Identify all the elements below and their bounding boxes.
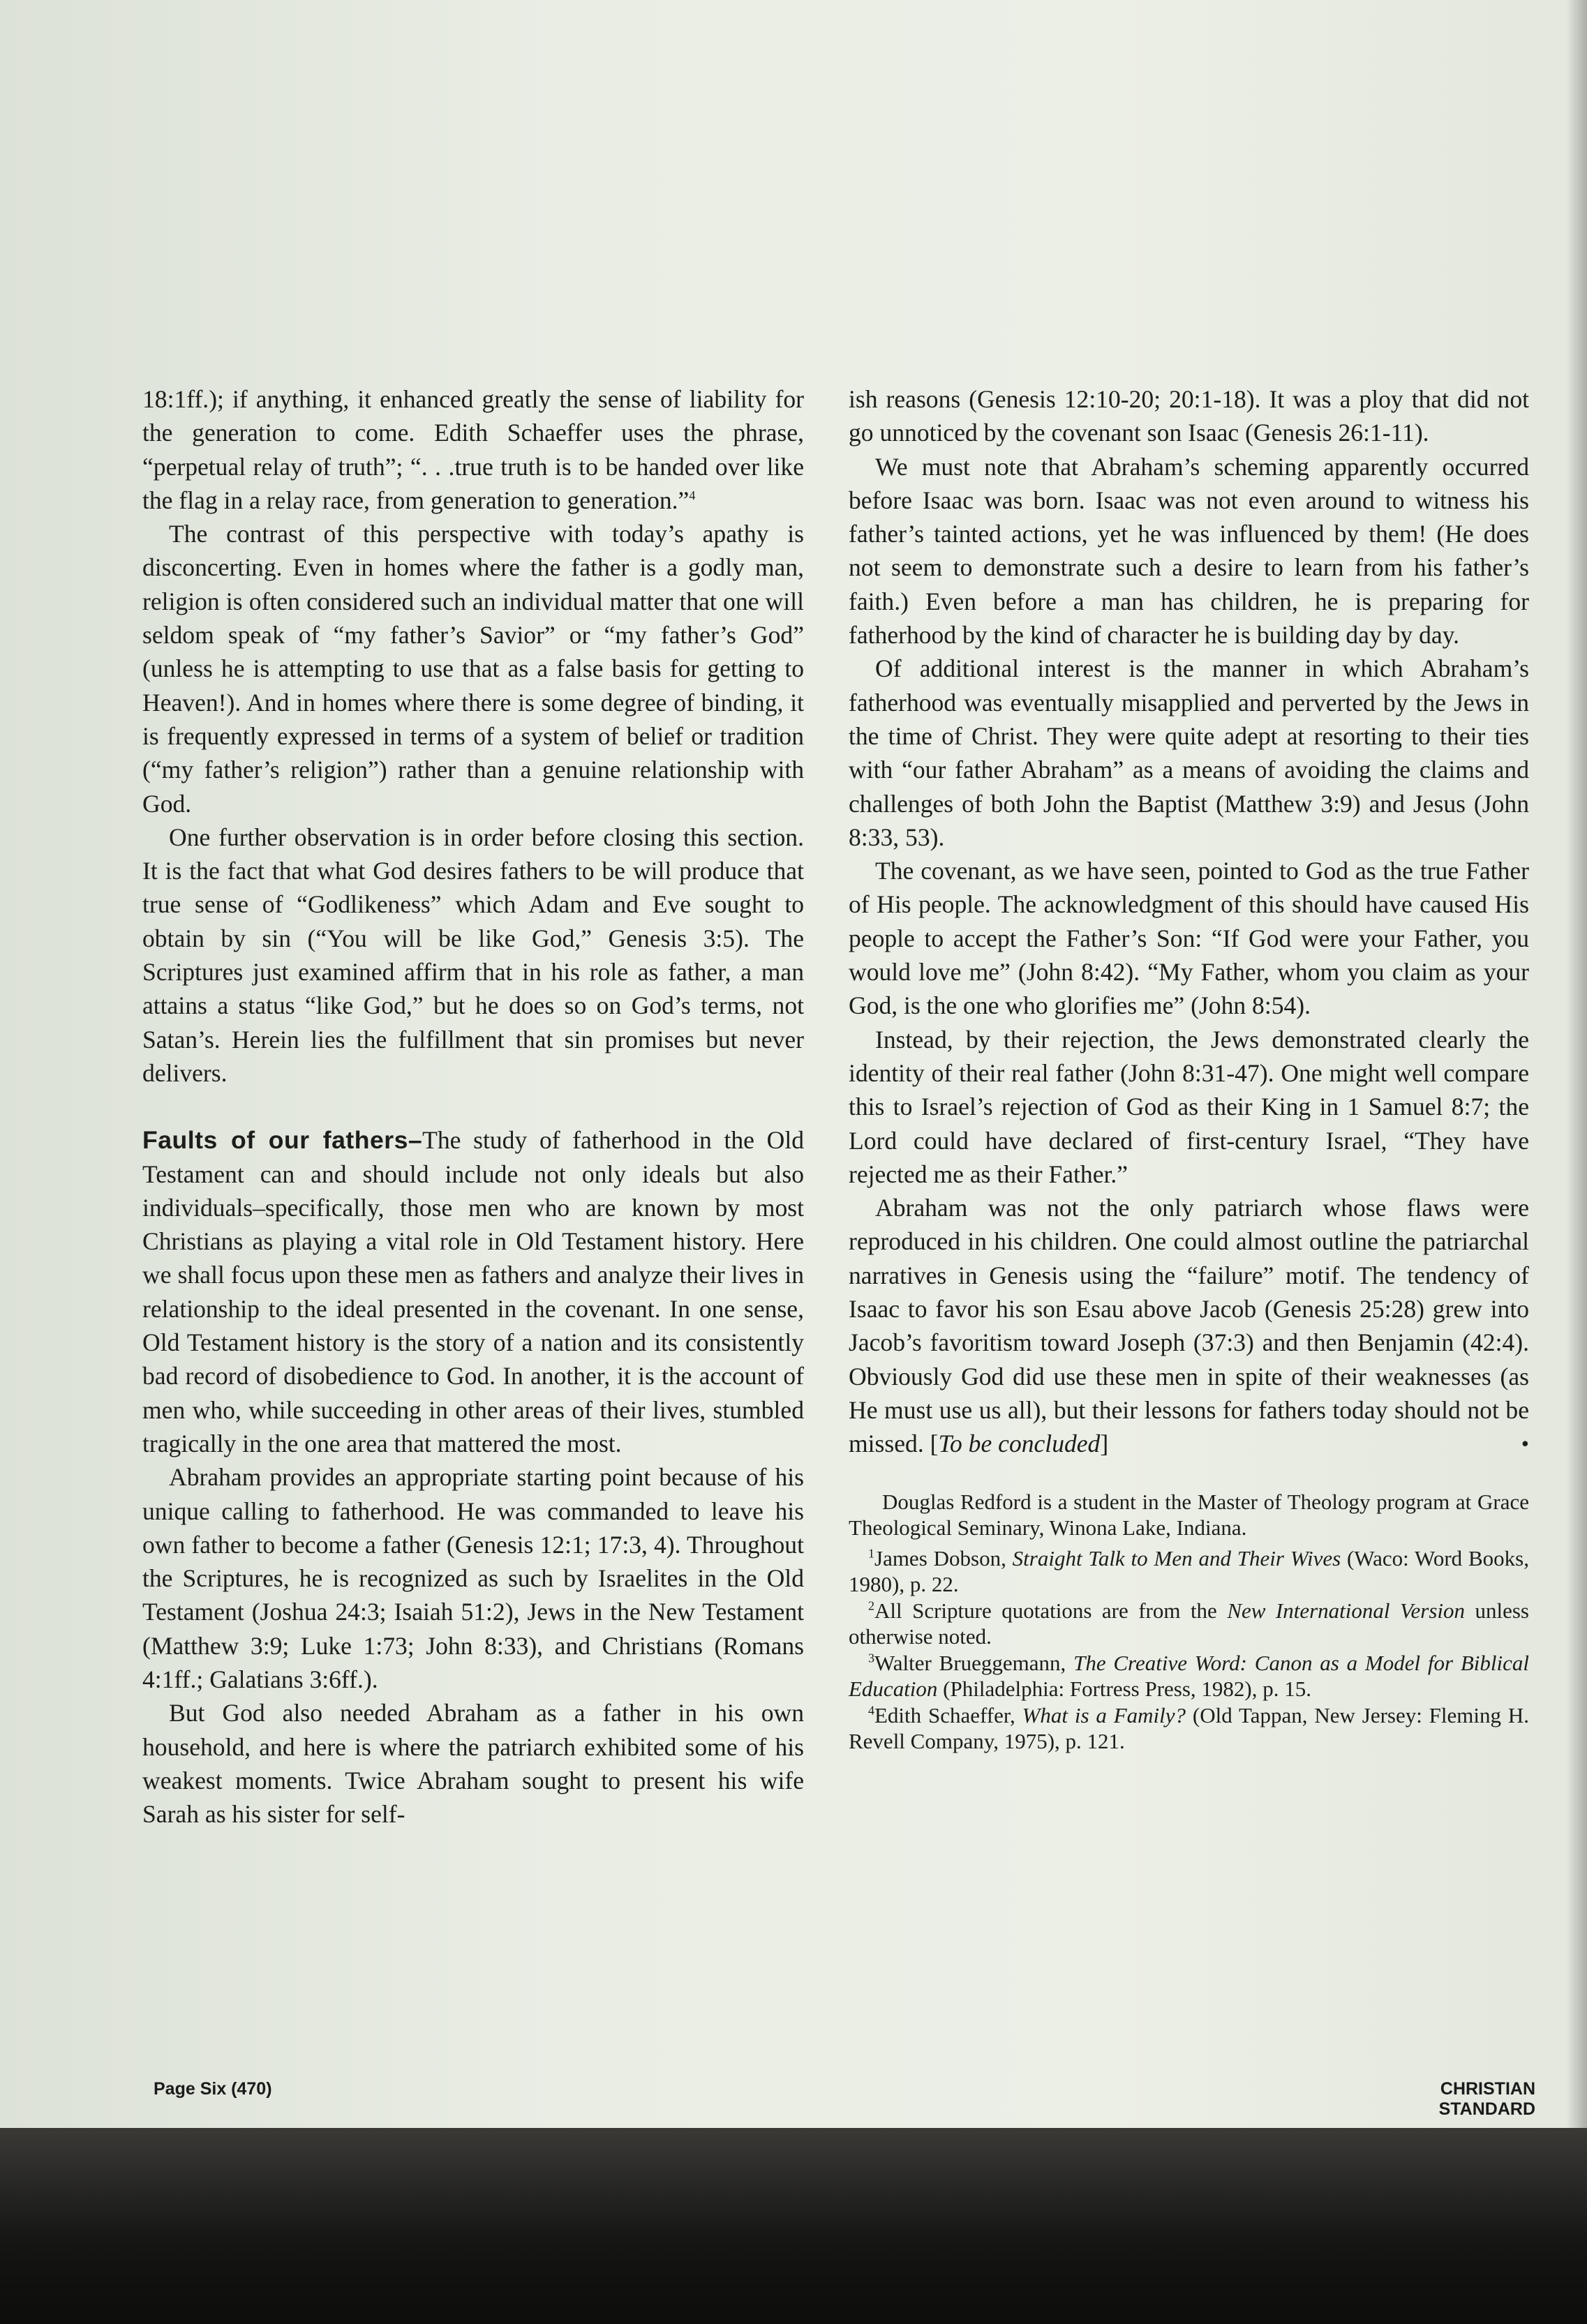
footnote-number: 1 [868, 1546, 874, 1561]
footnote-number: 4 [868, 1703, 874, 1718]
footnote [849, 1598, 1529, 1650]
footnote-marker: 4 [689, 488, 696, 503]
section-heading: Faults of our fathers– [142, 1126, 423, 1155]
footnote-text: Edith Schaeffer, [874, 1702, 1022, 1727]
page-number: Page Six (470) [154, 2079, 272, 2099]
paragraph: Instead, by their rejection, the Jews demonstrated clearly the identity of their real father (John 8:31-47). One might well compare this to Israel’s rejection of God as their King in 1 Samuel 8:7; the Lord could have declared of first-century Israel, “They have rejected me as their Father.” [849, 1025, 1529, 1188]
footnote-title: New International Version [1227, 1598, 1465, 1623]
footnote [849, 1650, 1529, 1702]
paragraph-text: Abraham was not the only patriarch whose flaws were reproduced in his children. One could almost outline the patriarchal narratives in Genesis using the “failure” motif. The tendency of Isaac to favor his son Esau above Jacob (Genesis 25:28) grew into Jacob’s favoritism toward Joseph (37:3) and then Benjamin (42:4). Obviously God did use these men in spite of their weaknesses (as He must use us all), but their lessons for fathers today should not be missed. [ [849, 1194, 1529, 1458]
footnote-number: 3 [868, 1651, 874, 1665]
footnote [849, 1702, 1529, 1755]
right-column [849, 382, 1529, 1755]
bracket-close: ] [1100, 1430, 1109, 1458]
paragraph-text: The study of fatherhood in the Old Testament can and should include not only ideals but also individuals–specifically, those men who are known by most Christians as playing a vital role in Old Testament history. Here we shall focus upon these men as fathers and analyze their lives in relationship to the ideal presented in the covenant. In one sense, Old Testament history is the story of a nation and its consistently bad record of disobedience to God. In another, it is the account of men who, while succeeding in other areas of their lives, stumbled tragically in the one area that mattered the most. [142, 1126, 804, 1457]
paragraph: One further observation is in order before closing this section. It is the fact that what God desires fathers to be will produce that true sense of “Godlikeness” which Adam and Eve sought to obtain by sin (“You will be like God,” Genesis 3:5). The Scriptures just examined affirm that in his role as father, a man attains a status “like God,” but he does so on God’s terms, not Satan’s. Herein lies the fulfillment that sin promises but never delivers. [142, 823, 804, 1087]
footnote-text: James Dobson, [874, 1545, 1013, 1570]
paragraph: The covenant, as we have seen, pointed to God as the true Father of His people. The acknowledgment of this should have caused His people to accept the Father’s Son: “If God were your Father, you would love me” (John 8:42). “My Father, whom you claim as your God, is the one who glorifies me” (John 8:54). [849, 857, 1529, 1020]
paragraph: Abraham provides an appropriate starting point because of his unique calling to fatherhood. He was commanded to leave his own father to become a father (Genesis 12:1; 17:3, 4). Throughout the Scriptures, he is recognized as such by Israelites in the Old Testament (Joshua 24:3; Isaiah 51:2), Jews in the New Testament (Matthew 3:9; Luke 1:73; John 8:33), and Christians (Romans 4:1ff.; Galatians 3:6ff.). [142, 1463, 804, 1693]
paragraph [849, 1191, 1529, 1460]
paragraph: Of additional interest is the manner in which Abraham’s fatherhood was eventually misapplied and perverted by the Jews in the time of Christ. They were quite adept at resorting to their ties with “our father Abraham” as a means of avoiding the claims and challenges of both John the Baptist (Matthew 3:9) and Jesus (John 8:33, 53). [849, 654, 1529, 851]
footnote-title: Straight Talk to Men and Their Wives [1012, 1545, 1341, 1570]
paragraph: The contrast of this perspective with today’s apathy is disconcerting. Even in homes where the father is a godly man, religion is often considered such an individual matter that one will seldom speak of “my father’s Savior” or “my father’s God” (unless he is attempting to use that as a false basis for getting to Heaven!). And in homes where there is some degree of binding, it is frequently expressed in terms of a system of belief or tradition (“my father’s religion”) rather than a genuine relationship with God. [142, 520, 804, 818]
paragraph [142, 1123, 804, 1460]
paragraph-text: 18:1ff.); if anything, it enhanced greatly the sense of liability for the generation to come. Edith Schaeffer uses the phrase, “perpetual relay of truth”; “. . .true truth is to be handed over like the flag in a relay race, from generation to generation.” [142, 385, 804, 514]
footnote-text: unless otherwise noted. [849, 1598, 1529, 1649]
author-bio: Douglas Redford is a student in the Master of Theology program at Grace Theological Seminary, Winona Lake, Indiana. [849, 1489, 1529, 1540]
end-mark: • [1521, 1431, 1529, 1457]
paragraph [142, 382, 804, 517]
footnote-title: What is a Family? [1022, 1702, 1186, 1727]
paragraph: But God also needed Abraham as a father in his own household, and here is where the patriarch exhibited some of his weakest moments. Twice Abraham sought to present his wife Sarah as his sister for self- [142, 1699, 804, 1829]
continuation-note: To be concluded [938, 1430, 1101, 1458]
paragraph: ish reasons (Genesis 12:10-20; 20:1-18). It was a ploy that did not go unnoticed by the covenant son Isaac (Genesis 26:1-11). [849, 385, 1529, 447]
page-edge-shadow [1566, 0, 1587, 2128]
footnote-text: (Philadelphia: Fortress Press, 1982), p. 15. [937, 1677, 1311, 1701]
footnote-text: Walter Brueggemann, [874, 1650, 1074, 1675]
paragraph: We must note that Abraham’s scheming apparently occurred before Isaac was born. Isaac was not even around to witness his father’s tainted actions, yet he was influenced by them! (He does not seem to demonstrate such a desire to learn from his father’s faith.) Even before a man has children, he is preparing for fatherhood by the kind of character he is building day by day. [849, 452, 1529, 650]
background-shadow [0, 2128, 1587, 2324]
footnote [849, 1545, 1529, 1598]
footnote-title: The Creative Word: Canon as a Model for Biblical Education [849, 1650, 1529, 1701]
footnote-text: (Waco: Word Books, 1980), p. 22. [849, 1545, 1529, 1596]
left-column [142, 382, 804, 1831]
section-break [142, 1090, 804, 1123]
footnote-text: (Old Tappan, New Jersey: Fleming H. Revell Company, 1975), p. 121. [849, 1702, 1530, 1753]
footnote-text: All Scripture quotations are from the [874, 1598, 1228, 1623]
footnote-number: 2 [868, 1598, 874, 1613]
publication-name: CHRISTIAN STANDARD [1438, 2079, 1535, 2119]
footnotes [849, 1489, 1529, 1755]
